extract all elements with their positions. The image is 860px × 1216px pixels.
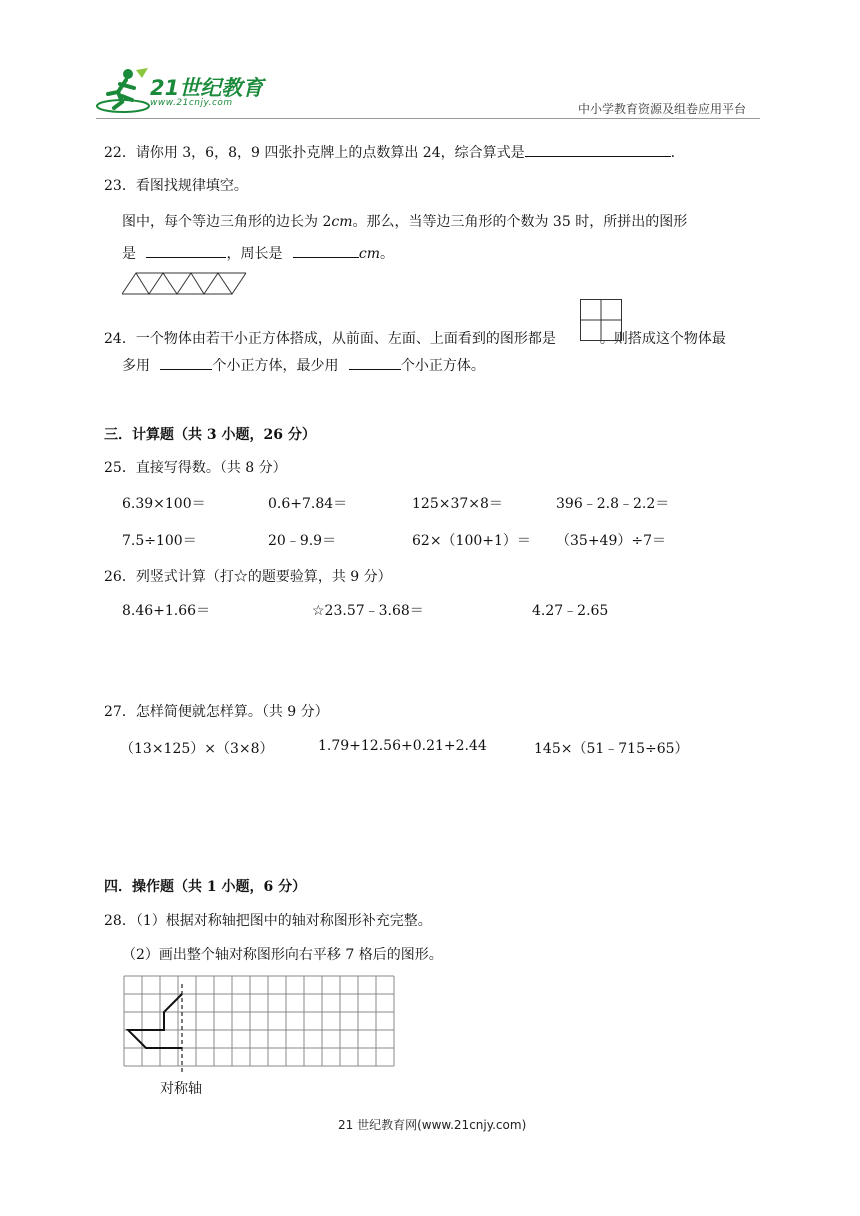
q23-line2b: ，周长是	[226, 246, 283, 262]
q23-line1b-text: 。那么，当等边三角形的个数为 35 时，所拼出的图形	[352, 214, 688, 230]
q26-item-3: 4.27﹣2.65	[532, 603, 609, 619]
q24-line1-text: 24．一个物体由若干小正方体搭成，从前面、左面、上面看到的图形都是	[104, 331, 556, 347]
q25-item-6: 20﹣9.9＝	[268, 533, 337, 549]
header-divider	[96, 118, 760, 119]
q25-item-7: 62×（100+1）＝	[412, 533, 531, 549]
q25-title: 25．直接写得数。（共 8 分）	[104, 460, 287, 476]
question-24-line1	[104, 328, 726, 348]
question-22	[104, 142, 675, 162]
section-4-title: 四．操作题（共 1 小题，6 分）	[104, 879, 307, 895]
q23-unit: cm	[331, 214, 353, 230]
section-3-title: 三．计算题（共 3 小题，26 分）	[104, 427, 316, 443]
site-logo	[96, 66, 266, 116]
q23-line2a: 是	[122, 246, 136, 262]
q27-title: 27．怎样简便就怎样算。（共 9 分）	[104, 704, 329, 720]
q27-item-2: 1.79+12.56+0.21+2.44	[318, 738, 487, 754]
q23-line2c: 。	[380, 246, 395, 262]
q25-item-2: 0.6+7.84＝	[268, 496, 348, 512]
triangle-strip-figure	[122, 272, 248, 296]
logo-url: www.21cnjy.com	[150, 98, 233, 108]
q25-item-3: 125×37×8＝	[412, 496, 503, 512]
q23-line1-text: 图中，每个等边三角形的边长为 2	[122, 214, 332, 230]
symmetry-grid-figure	[120, 972, 402, 1078]
q28-line2: （2）画出整个轴对称图形向右平移 7 格后的图形。	[122, 947, 443, 963]
question-24-line2	[122, 355, 485, 375]
logo-text: 21世纪教育	[150, 76, 264, 100]
q23-line1	[122, 211, 687, 231]
q24-min-blank[interactable]	[349, 355, 401, 370]
q23-perimeter-blank[interactable]	[293, 243, 359, 258]
q24-line2c: 个小正方体。	[400, 358, 485, 374]
footer-text: 21 世纪教育网(www.21cnjy.com)	[338, 1118, 527, 1132]
q25-item-4: 396﹣2.8﹣2.2＝	[556, 496, 670, 512]
half-shape-outline	[128, 994, 182, 1048]
q27-item-1: （13×125）×（3×8）	[120, 741, 274, 757]
q27-item-3: 145×（51﹣715÷65）	[534, 741, 689, 757]
q24-max-blank[interactable]	[160, 355, 212, 370]
q25-item-1: 6.39×100＝	[122, 496, 206, 512]
platform-name: 中小学教育资源及组卷应用平台	[578, 102, 747, 116]
square-view-figure	[580, 299, 622, 341]
q22-text: 22．请你用 3，6，8，9 四张扑克牌上的点数算出 24，综合算式是	[104, 145, 525, 161]
q24-line1b-text: 。则搭成这个物体最	[599, 331, 726, 347]
q26-title: 26．列竖式计算（打☆的题要验算，共 9 分）	[104, 569, 392, 585]
q25-item-5: 7.5÷100＝	[122, 533, 197, 549]
q26-item-2: ☆23.57﹣3.68＝	[312, 603, 424, 619]
q23-unit-2: cm	[358, 246, 381, 262]
q24-line2a: 多用	[122, 358, 150, 374]
q22-answer-blank[interactable]	[525, 142, 671, 157]
q26-item-1: 8.46+1.66＝	[122, 603, 211, 619]
q25-item-8: （35+49）÷7＝	[556, 533, 666, 549]
q28-line1: 28．（1）根据对称轴把图中的轴对称图形补充完整。	[104, 913, 432, 929]
q22-end: .	[670, 145, 676, 161]
symmetry-axis-label: 对称轴	[160, 1081, 202, 1097]
q23-line2	[122, 243, 394, 263]
q23-shape-blank[interactable]	[146, 243, 226, 258]
q24-line2b: 个小正方体，最少用	[212, 358, 339, 374]
runner-logo-icon	[96, 66, 150, 116]
q23-title: 23．看图找规律填空。	[104, 178, 248, 194]
